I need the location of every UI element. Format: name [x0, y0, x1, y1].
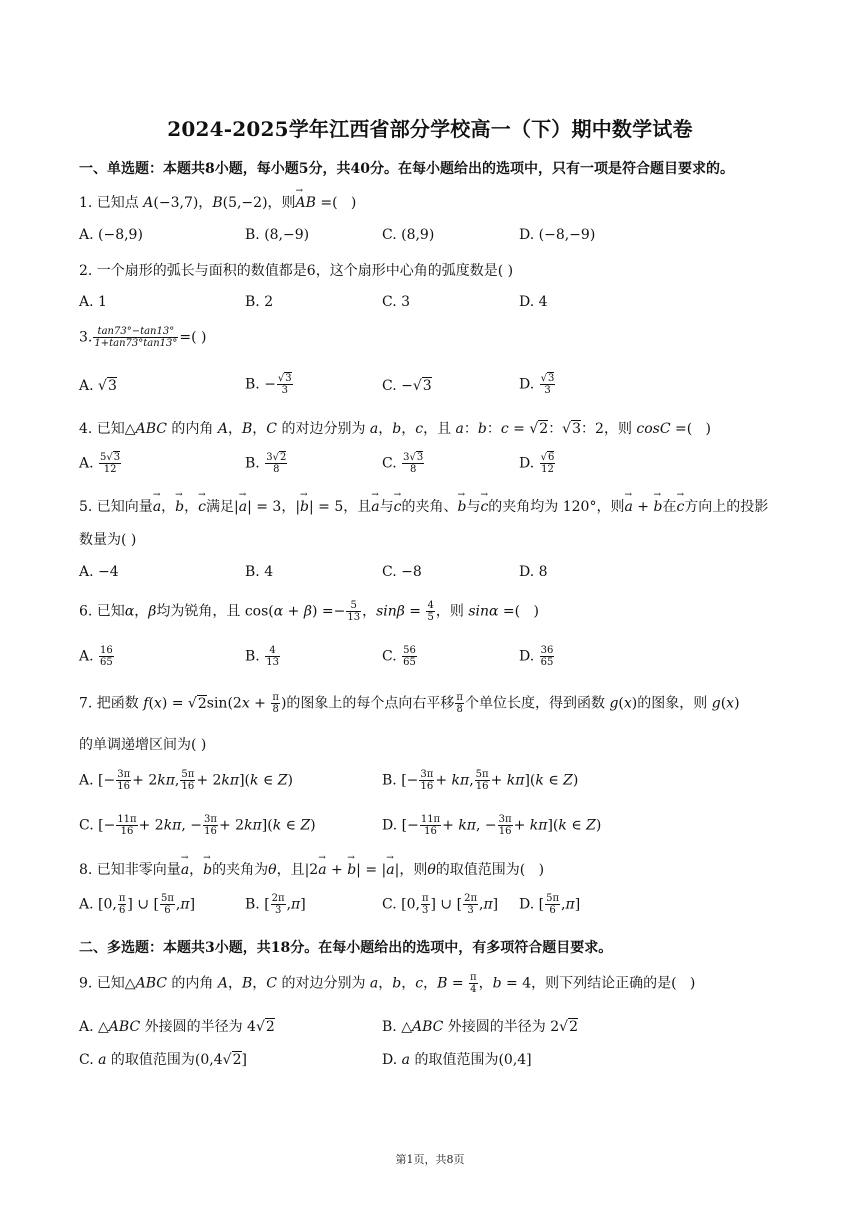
question-3-option-a: A. √3	[79, 378, 117, 394]
question-7-option-c: C. [− $\frac{11\pi}{16}$ + 2kπ, − $\frac{3\pi}{16}$ + 2kπ](k ∈ Z)	[79, 814, 316, 837]
question-5-stem-line-2: 数量为( )	[79, 532, 137, 548]
page-title: 2024-2025学年江西省部分学校高一（下）期中数学试卷	[167, 117, 693, 141]
question-3-numerator: tan73°−tan13°	[93, 326, 178, 338]
question-5-option-a: A. −4	[79, 564, 119, 580]
question-5-stem-line-1: 5. 已知向量→ a，→ b，→ c满足|→ a| = 3，|→ b| = 5，且→ a与→ c的夹角、→ b与→ c的夹角均为 120°，则→ a + → b在→ c方向上的投影	[79, 496, 768, 516]
question-7-stem-line-2: 的单调递增区间为( )	[79, 737, 207, 753]
question-5-option-c: C. −8	[382, 564, 422, 580]
question-9-stem: 9. 已知△ABC 的内角 A，B，C 的对边分别为 a，b，c，B = $\frac{\pi}{4}$ ，b = 4，则下列结论正确的是( )	[79, 972, 696, 995]
question-3-number: 3.	[79, 329, 93, 346]
question-8-option-c: C. [0, $\frac{\pi}{3}$ ] ∪ [ $\frac{2\pi}{3}$ ,π]	[382, 893, 499, 916]
question-8-option-a: A. [0, $\frac{\pi}{6}$ ] ∪ [ $\frac{5\pi}{6}$ ,π]	[79, 893, 196, 916]
question-6-stem: 6. 已知α，β均为锐角，且 cos(α + β) =− $\frac{5}{13}$ ，sinβ = $\frac{4}{5}$ ，则 sinα =( )	[79, 600, 539, 623]
question-2-option-d: D. 4	[519, 294, 548, 310]
question-3-denominator: 1+tan73°tan13°	[94, 338, 178, 349]
question-4-option-c: C. $\frac{3√3}{8}$	[382, 452, 424, 475]
question-3-option-c: C. −√3	[382, 378, 432, 394]
question-2-option-c: C. 3	[382, 294, 411, 310]
question-4-option-a: A. $\frac{5√3}{12}$	[79, 452, 121, 475]
question-7-option-b: B. [− $\frac{3\pi}{16}$ + kπ, $\frac{5\pi}{16}$ + kπ](k ∈ Z)	[382, 769, 579, 792]
question-1-option-d: D. (−8,−9)	[519, 227, 596, 243]
question-6-option-b: B. $\frac{4}{13}$	[245, 645, 279, 668]
question-3-option-d: D. $\frac{√3}{3}$	[519, 373, 555, 396]
question-9-option-b: B. △ABC 外接圆的半径为 2√2	[382, 1019, 578, 1035]
question-9-option-d: D. a 的取值范围为(0,4]	[382, 1052, 532, 1068]
question-1-option-a: A. (−8,9)	[79, 227, 143, 243]
question-3-tail: =( )	[179, 329, 207, 346]
question-1-option-c: C. (8,9)	[382, 227, 435, 243]
question-2-option-b: B. 2	[245, 294, 274, 310]
question-9-option-c: C. a 的取值范围为(0,4√2]	[79, 1052, 247, 1068]
question-2-stem: 2. 一个扇形的弧长与面积的数值都是6，这个扇形中心角的弧度数是( )	[79, 263, 514, 279]
question-8-option-b: B. [ $\frac{2\pi}{3}$ ,π]	[245, 893, 306, 916]
question-8-option-d: D. [ $\frac{5\pi}{6}$ ,π]	[519, 893, 581, 916]
question-3-option-b: B. − $\frac{√3}{3}$	[245, 373, 292, 396]
question-8-stem: 8. 已知非零向量→ a，→ b的夹角为θ，且|2→ a + → b| = |→ a|，则θ的取值范围为( )	[79, 859, 544, 879]
question-3-stem	[79, 326, 207, 349]
question-4-stem: 4. 已知△ABC 的内角 A，B，C 的对边分别为 a，b，c，且 a：b：c = √2：√3：2，则 cosC =( )	[79, 421, 712, 437]
question-1-stem: 1. 已知点 A(−3,7)，B(5,−2)，则→ AB =( )	[79, 192, 356, 212]
page-footer: 第1页，共8页	[395, 1153, 465, 1166]
question-4-option-d: D. $\frac{√6}{12}$	[519, 452, 555, 475]
question-2-option-a: A. 1	[79, 294, 107, 310]
question-1-option-b: B. (8,−9)	[245, 227, 310, 243]
question-7-option-a: A. [− $\frac{3\pi}{16}$ + 2kπ, $\frac{5\pi}{16}$ + 2kπ](k ∈ Z)	[79, 769, 293, 792]
question-6-option-d: D. $\frac{36}{65}$	[519, 645, 554, 668]
section-heading-single-choice: 一、单选题：本题共8小题，每小题5分，共40分。在每小题给出的选项中，只有一项是符合题目要求的。	[79, 161, 734, 177]
question-9-option-a: A. △ABC 外接圆的半径为 4√2	[79, 1019, 275, 1035]
question-7-option-d: D. [− $\frac{11\pi}{16}$ + kπ, − $\frac{3\pi}{16}$ + kπ](k ∈ Z)	[382, 814, 602, 837]
question-5-option-d: D. 8	[519, 564, 548, 580]
question-6-option-c: C. $\frac{56}{65}$	[382, 645, 416, 668]
question-4-option-b: B. $\frac{3√2}{8}$	[245, 452, 287, 475]
question-5-option-b: B. 4	[245, 564, 274, 580]
section-heading-multiple-choice: 二、多选题：本题共3小题，共18分。在每小题给出的选项中，有多项符合题目要求。	[79, 940, 613, 956]
question-3-fraction	[93, 326, 178, 349]
question-7-stem-line-1: 7. 把函数 f(x) = √2sin(2x + $\frac{\pi}{8}$ )的图象上的每个点向右平移 $\frac{\pi}{8}$ 个单位长度，得到函数 g(x)的图象，则 g(x)	[79, 692, 740, 715]
question-6-option-a: A. $\frac{16}{65}$	[79, 645, 113, 668]
